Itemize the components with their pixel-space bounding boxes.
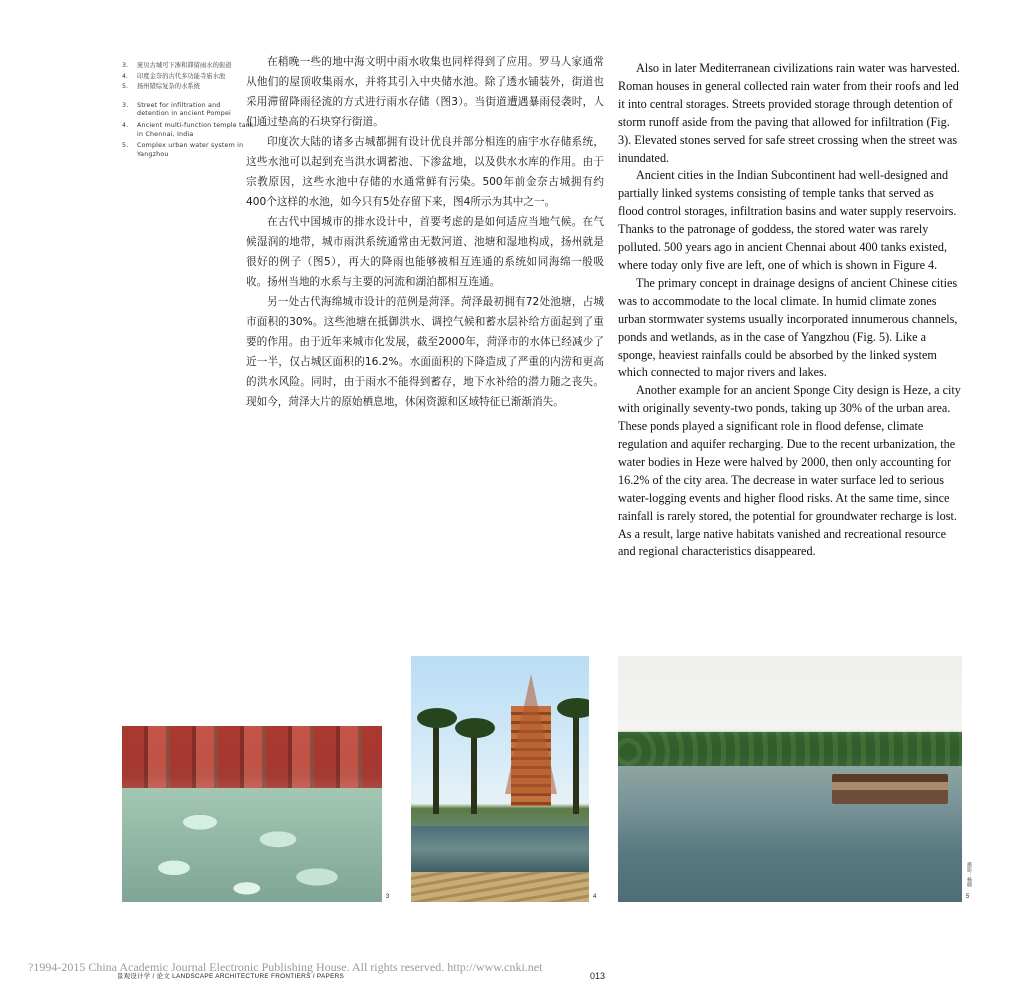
caption-en-3: [122, 102, 254, 119]
tank-steps: [411, 872, 589, 902]
copyright-line: ?1994-2015 China Academic Journal Electronic Publishing House. All rights reserved. http://www.cnki.net: [28, 960, 543, 974]
palm-fronds: [455, 718, 495, 738]
caption-number: 3.: [122, 101, 129, 109]
journal-running-footer: 景观设计学 / 论文 LANDSCAPE ARCHITECTURE FRONTIERS / PAPERS: [117, 973, 345, 980]
caption-en-5: [122, 142, 254, 159]
figure-number-5: 5: [966, 894, 970, 900]
waterside-pavilion: [832, 774, 948, 804]
captions-chinese: [122, 62, 254, 92]
figure-captions: [122, 62, 254, 162]
caption-text: Complex urban water system in Yangzhou: [137, 142, 244, 158]
body-text-english: [618, 60, 962, 561]
paragraph-zh-1: 在稍晚一些的地中海文明中雨水收集也同样得到了应用。罗马人家通常从他们的屋顶收集雨水，并将其引入中央储水池。除了透水铺装外，街道也采用滞留降雨径流的方式进行雨水存储（图3）。当街道遭遇暴雨侵袭时，人们通过垫高的石块穿行街道。: [246, 56, 604, 128]
caption-number: 5.: [122, 83, 129, 91]
figure-number-4: 4: [593, 894, 597, 900]
paragraph-zh-2: 印度次大陆的诸多古城都拥有设计优良并部分相连的庙宇水存储系统，这些水池可以起到充当洪水调蓄池、下渗盆地，以及供水水库的作用。由于宗教原因，这些水池中存储的水通常鲜有污染。500年前金奈古城拥有约400个这样的水池，如今只有5处存留下来，图4所示为其中之一。: [246, 136, 604, 208]
paragraph-en-1: Also in later Mediterranean civilizations rain water was harvested. Roman houses in general collected rain water from their roofs and led it into central storages. Streets provided storage through detention of storm runoff aside from the paving that allowed for infiltration (Fig. 3). Elevated stones served for safe street crossing when the street was inundated.: [618, 61, 960, 165]
paragraph-en-4: Another example for an ancient Sponge City design is Heze, a city with originally seventy-two ponds, taking up 30% of the urban area. These ponds played a significant role in flood defense, climate regulation and aquifer recharging. Due to the recent urbanization, the water bodies in Heze were halved by 2000, then only accounting for 16.2% of the city area. The decrease in water surface led to serious water-logging events and higher flood risks. At the same time, since rainfall is rarely stored, the potential for groundwater recharge is lost. As a result, large native habitats vanished and recreational resource and regional characteristics disappeared.: [618, 383, 961, 559]
caption-text: 印度金奈的古代多功能寺庙水池: [137, 72, 226, 80]
tree-line: [618, 732, 962, 766]
body-text-chinese: [246, 52, 604, 412]
figure-number-3: 3: [386, 894, 390, 900]
paragraph-en-3: The primary concept in drainage designs of ancient Chinese cities was to accommodate to the local climate. In humid climate zones urban stormwater systems usually incorporated innumerous channels, ponds and wetlands, as in the case of Yangzhou (Fig. 5). Like a sponge, heaviest rainfalls could be absorbed by the linked system which connected to major rivers and lakes.: [618, 275, 958, 380]
caption-number: 3.: [122, 62, 129, 69]
caption-zh-3: [122, 62, 254, 71]
stone-paving: [122, 788, 382, 902]
palm-tree: [573, 714, 579, 814]
tank-water: [411, 826, 589, 872]
palm-fronds: [417, 708, 457, 728]
page-number: 013: [590, 971, 606, 981]
caption-text: 扬州错综复杂的水系统: [137, 83, 200, 91]
caption-zh-4: [122, 73, 254, 82]
caption-text: Street for infiltration and detention in ancient Pompei: [137, 101, 231, 118]
caption-text: 庞贝古城可下渗和滞留雨水的街道: [137, 62, 232, 69]
figure-chennai-temple-tank-photo: [411, 656, 589, 902]
paragraph-zh-3: 在古代中国城市的排水设计中，首要考虑的是如何适应当地气候。在气候湿润的地带，城市雨洪系统通常由无数河道、池塘和湿地构成，扬州就是很好的例子（图5），再大的降雨也能够被相互连通的系统如同海绵一般吸收。扬州当地的水系与主要的河流和湖泊都相互连通。: [246, 216, 604, 288]
caption-number: 4.: [122, 121, 129, 129]
palm-tree: [471, 734, 477, 814]
caption-zh-5: [122, 83, 254, 92]
figure-pompeii-street-photo: [122, 726, 382, 902]
paragraph-zh-4: 另一处古代海绵城市设计的范例是菏泽。菏泽最初拥有72处池塘，占城市面积的30%。这些池塘在抵御洪水、调控气候和蓄水层补给方面起到了重要的作用。由于近年来城市化发展，截至2000年，菏泽市的水体已经减少了近一半，仅占城区面积的16.2%。水面面积的下降造成了严重的内涝和更高的洪水风险。同时，由于雨水不能得到蓄存，地下水补给的潜力随之丧失。现如今，菏泽大片的原始栖息地，休闲资源和区域特征已渐渐消失。: [246, 296, 604, 408]
caption-en-4: [122, 122, 254, 139]
caption-number: 5.: [122, 142, 129, 150]
figure-yangzhou-water-system-photo: [618, 656, 962, 902]
ruin-wall: [122, 726, 382, 788]
caption-text: Ancient multi-function temple tank in Chennai, India: [137, 121, 254, 138]
caption-number: 4.: [122, 72, 129, 80]
captions-english: [122, 102, 254, 160]
paragraph-en-2: Ancient cities in the Indian Subcontinent had well-designed and partially linked systems consisting of temple tanks that served as flood control storages, infiltration basins and water supply reservoirs. Thanks to the patronage of goddess, the stored water was rarely polluted. 500 years ago in ancient Chennai about 400 tanks existed, where today only five are left, one of which is shown in Figure 4.: [618, 168, 957, 272]
photo-credit: 摄影：杨晓: [966, 862, 972, 887]
palm-fronds: [557, 698, 589, 718]
palm-tree: [433, 724, 439, 814]
temple-gopuram-top: [505, 674, 557, 794]
